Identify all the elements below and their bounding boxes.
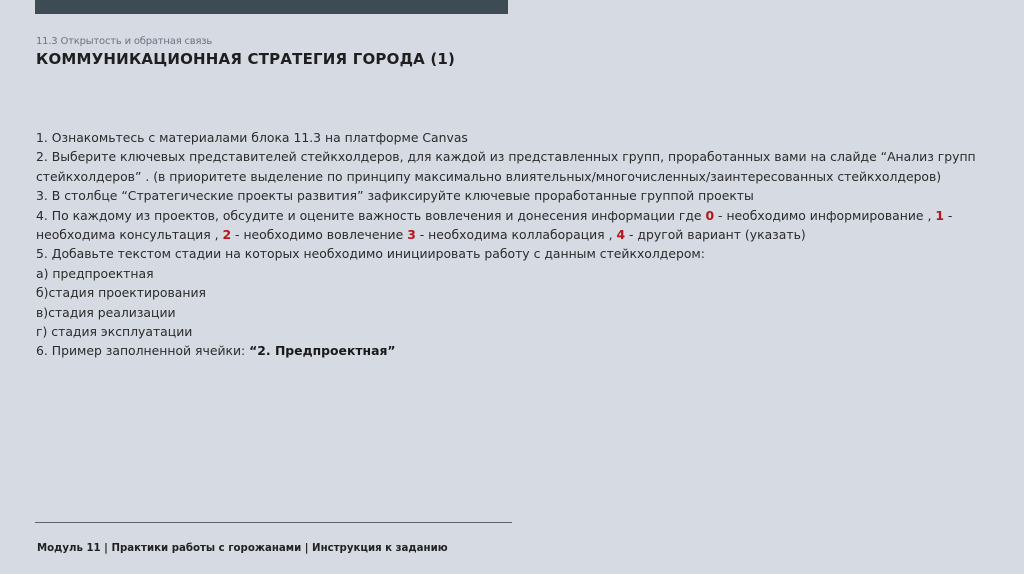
scale-value-0: 0 (705, 207, 715, 223)
stage-item-a: а) предпроектная (36, 265, 154, 281)
instruction-line-6 (36, 341, 1016, 360)
stage-item-d: г) стадия эксплуатации (36, 324, 193, 340)
instruction-line-3: 3. В столбце “Стратегические проекты развития” зафиксируйте ключевые проработанные группой проекты (36, 188, 754, 204)
stage-item-c: в)стадия реализации (36, 304, 176, 320)
instruction-line-2: 2. Выберите ключевых представителей стейкхолдеров, для каждой из представленных групп, проработанных вами на слайде “Анализ групп (36, 149, 976, 165)
footer-text: Модуль 11 | Практики работы с горожанами | Инструкция к заданию (37, 543, 448, 554)
instruction-4-cont-text-c: - необходима коллаборация , (415, 227, 617, 243)
instruction-4-cont-text-a: необходима консультация , (36, 227, 223, 243)
instruction-line-4-cont (36, 225, 1016, 244)
instruction-line-2-cont: стейкхолдеров” . (в приоритете выделение по принципу максимально влиятельных/многочисленных/заинтересованных стейкхолдеров) (36, 168, 942, 184)
example-value: “2. Предпроектная” (249, 343, 396, 359)
instruction-4-text-a: 4. По каждому из проектов, обсудите и оцените важность вовлечения и донесения информации где (36, 207, 706, 223)
scale-value-3: 3 (407, 227, 416, 243)
instructions-block (36, 128, 1016, 361)
instruction-4-cont-text-d: - другой вариант (указать) (625, 227, 806, 243)
footer-divider (35, 522, 512, 523)
top-accent-bar (35, 0, 508, 14)
instruction-4-text-b: - необходимо информирование , (714, 207, 936, 223)
scale-value-2: 2 (222, 227, 232, 243)
example-label: 6. Пример заполненной ячейки: (36, 343, 250, 359)
scale-value-4: 4 (616, 227, 626, 243)
scale-value-1: 1 (935, 207, 944, 223)
page-title: КОММУНИКАЦИОННАЯ СТРАТЕГИЯ ГОРОДА (1) (36, 50, 456, 68)
instruction-4-cont-text-b: - необходимо вовлечение (231, 227, 408, 243)
section-label: 11.3 Открытость и обратная связь (36, 36, 213, 47)
instruction-line-4 (36, 206, 1016, 225)
instruction-4-text-c: - (943, 207, 953, 223)
stage-item-b: б)стадия проектирования (36, 285, 206, 301)
instruction-line-5: 5. Добавьте текстом стадии на которых необходимо инициировать работу с данным стейкхолдером: (36, 246, 705, 262)
instruction-line-1: 1. Ознакомьтесь с материалами блока 11.3 на платформе Canvas (36, 130, 468, 145)
